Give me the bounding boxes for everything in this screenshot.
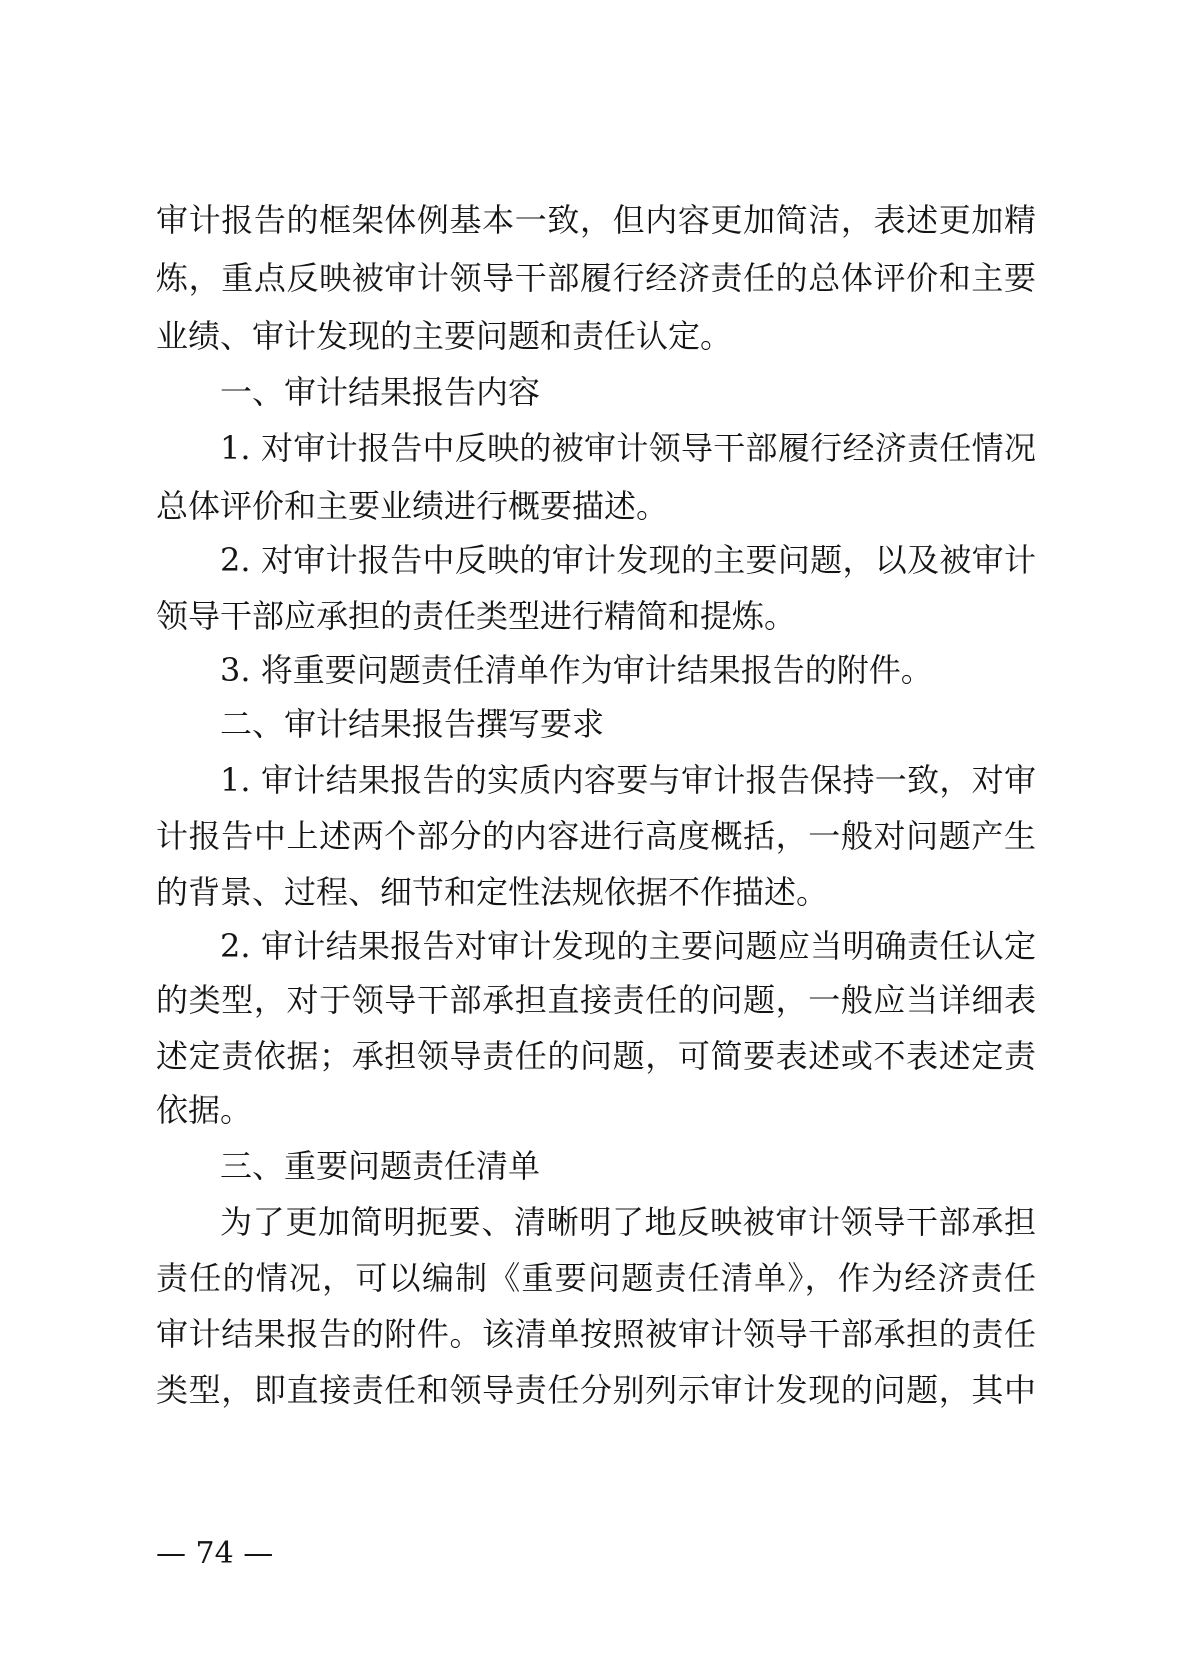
section1-item2-line-1: 2. 对审计报告中反映的审计发现的主要问题，以及被审计 [220,541,1036,579]
section2-item1-line-3: 的背景、过程、细节和定性法规依据不作描述。 [156,873,829,911]
intro-line-3: 业绩、审计发现的主要问题和责任认定。 [156,317,733,355]
intro-line-1: 审计报告的框架体例基本一致，但内容更加简洁，表述更加精 [156,201,1036,239]
section2-item1-line-1: 1. 审计结果报告的实质内容要与审计报告保持一致，对审 [220,761,1036,799]
section1-item3-line-1: 3. 将重要问题责任清单作为审计结果报告的附件。 [220,651,933,689]
section1-heading: 一、审计结果报告内容 [220,373,541,411]
section1-item1-line-2: 总体评价和主要业绩进行概要描述。 [156,487,669,525]
section2-item2-line-3: 述定责依据；承担领导责任的问题，可简要表述或不表述定责 [156,1037,1036,1075]
section2-heading: 二、审计结果报告撰写要求 [220,705,605,743]
section3-heading: 三、重要问题责任清单 [220,1147,541,1185]
section2-item1-line-2: 计报告中上述两个部分的内容进行高度概括，一般对问题产生 [156,817,1036,855]
section3-paragraph-line-1: 为了更加简明扼要、清晰明了地反映被审计领导干部承担 [220,1203,1036,1241]
section3-paragraph-line-2: 责任的情况，可以编制《重要问题责任清单》，作为经济责任 [156,1259,1036,1297]
section2-item2-line-1: 2. 审计结果报告对审计发现的主要问题应当明确责任认定 [220,927,1036,965]
section3-paragraph-line-3: 审计结果报告的附件。该清单按照被审计领导干部承担的责任 [156,1315,1036,1353]
section2-item2-line-2: 的类型，对于领导干部承担直接责任的问题，一般应当详细表 [156,981,1036,1019]
intro-line-2: 炼，重点反映被审计领导干部履行经济责任的总体评价和主要 [156,259,1036,297]
section2-item2-line-4: 依据。 [156,1091,253,1129]
section1-item2-line-2: 领导干部应承担的责任类型进行精简和提炼。 [156,597,797,635]
page-number: — 74 — [156,1536,274,1571]
section3-paragraph-line-4: 类型，即直接责任和领导责任分别列示审计发现的问题，其中 [156,1371,1036,1409]
section1-item1-line-1: 1. 对审计报告中反映的被审计领导干部履行经济责任情况 [220,429,1036,467]
